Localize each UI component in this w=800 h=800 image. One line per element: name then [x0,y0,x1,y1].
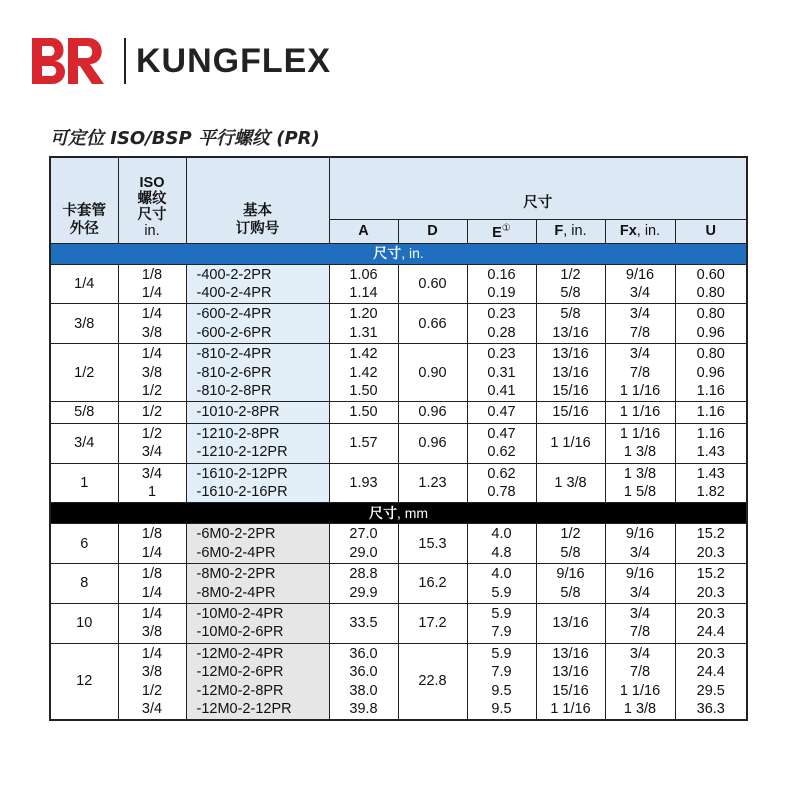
cell-e [467,463,536,503]
cell-value: -12M0-2-12PR [196,701,292,718]
cell-value: 1/8 [141,266,163,283]
cell-value: 5/8 [560,544,581,561]
cell-value: 1 3/8 [623,701,657,718]
cell-value: 1/4 [141,645,163,662]
cell-e [467,423,536,463]
cell-value: -1210-2-12PR [196,444,288,461]
cell-value: 1 3/8 [623,465,657,482]
cell-value: 3/4 [629,306,651,323]
table-row [50,604,747,644]
cell-value: 1.50 [349,404,378,421]
cell-value: 1.20 [349,306,378,323]
cell-value: 0.62 [487,465,516,482]
cell-value: 5.9 [491,645,512,662]
cell-od: 12 [50,643,118,720]
cell-value: 1 1/16 [619,425,661,442]
cell-value: 0.96 [696,364,725,381]
cell-value: 7/8 [629,624,651,641]
cell-iso [118,564,186,604]
cell-value: 3/4 [629,346,651,363]
table-row [50,463,747,503]
cell-od: 1 [50,463,118,503]
cell-value: 1.82 [696,483,725,500]
cell-value: 3/4 [629,544,651,561]
cell-iso [118,643,186,720]
cell-u [675,264,747,304]
cell-e [467,304,536,344]
cell-f [536,604,605,644]
cell-value: 13/16 [552,664,589,681]
cell-value: 3/8 [141,624,163,641]
cell-e [467,643,536,720]
cell-value: -1610-2-16PR [196,483,288,500]
band-inch: 尺寸, in. [50,243,747,264]
cell-value: 36.0 [349,645,378,662]
cell-value: 1/4 [141,346,163,363]
cell-value: 3/4 [629,284,651,301]
cell-value: 15.2 [696,566,725,583]
cell-part [186,264,329,304]
table-row [50,524,747,564]
cell-value: 1 [147,483,157,500]
cell-value: 29.9 [349,584,378,601]
cell-value: 1/2 [141,382,163,399]
cell-value: 7/8 [629,664,651,681]
cell-value: -8M0-2-2PR [196,566,276,583]
header-part-no: 基本 订购号 [186,157,329,243]
cell-value: 3/4 [141,701,163,718]
cell-u [675,604,747,644]
cell-od: 1/4 [50,264,118,304]
cell-value: 0.80 [696,306,725,323]
cell-value: 0.47 [487,404,516,421]
table-row [50,264,747,304]
cell-value: 7.9 [491,664,512,681]
cell-value: 1 3/8 [554,474,587,491]
cell-value: 3/4 [141,465,163,482]
cell-value: 0.60 [696,266,725,283]
cell-value: 9/16 [625,566,655,583]
cell-value: -6M0-2-2PR [196,526,276,543]
cell-fx [605,604,675,644]
cell-fx [605,524,675,564]
cell-iso [118,264,186,304]
cell-part [186,604,329,644]
cell-value: 3/8 [141,664,163,681]
cell-part [186,643,329,720]
cell-value: 17.2 [418,615,447,632]
cell-value: 13/16 [552,615,589,632]
cell-value: 22.8 [418,673,447,690]
cell-value: 15.3 [418,535,447,552]
cell-value: 1/4 [141,584,163,601]
cell-fx [605,344,675,402]
band-mm: 尺寸, mm [50,503,747,524]
cell-value: 1/2 [560,266,581,283]
cell-value: 1.16 [696,382,725,399]
cell-value: 1.43 [696,444,725,461]
cell-value: 0.80 [696,284,725,301]
cell-value: 1.42 [349,364,378,381]
cell-value: 0.23 [487,306,516,323]
cell-a [329,304,398,344]
cell-fx [605,564,675,604]
cell-value: 24.4 [696,624,725,641]
header-col-f: F, in. [536,219,605,243]
cell-value: 1/2 [560,526,581,543]
cell-value: 20.3 [696,544,725,561]
cell-od: 8 [50,564,118,604]
cell-value: 0.78 [487,483,516,500]
cell-value: 29.5 [696,682,725,699]
cell-part [186,524,329,564]
cell-a [329,402,398,423]
cell-d [398,643,467,720]
cell-value: -12M0-2-8PR [196,682,284,699]
cell-value: 20.3 [696,606,725,622]
cell-value: 1.50 [349,382,378,399]
cell-value: 20.3 [696,645,725,662]
cell-d [398,463,467,503]
cell-f [536,264,605,304]
cell-e [467,402,536,423]
cell-value: 29.0 [349,544,378,561]
cell-value: -10M0-2-6PR [196,624,284,641]
cell-od: 5/8 [50,402,118,423]
cell-u [675,463,747,503]
cell-value: 4.8 [491,544,512,561]
cell-value: 1/4 [141,544,163,561]
cell-value: -600-2-4PR [196,306,272,323]
header-iso-thread: ISO 螺纹 尺寸 in. [118,157,186,243]
cell-d [398,344,467,402]
cell-value: 13/16 [552,645,589,662]
cell-value: 0.90 [418,364,447,381]
cell-value: -10M0-2-4PR [196,606,284,622]
cell-value: 15/16 [552,382,589,399]
cell-value: 20.3 [696,584,725,601]
cell-u [675,423,747,463]
cell-value: 15/16 [552,404,589,421]
cell-value: 7/8 [629,364,651,381]
cell-d [398,423,467,463]
cell-part [186,344,329,402]
cell-a [329,344,398,402]
cell-part [186,564,329,604]
cell-value: 15.2 [696,526,725,543]
cell-value: -400-2-2PR [196,266,272,283]
header-col-u: U [675,219,747,243]
cell-value: -1610-2-12PR [196,465,288,482]
cell-value: 3/8 [141,324,163,341]
cell-value: 13/16 [552,364,589,381]
cell-e [467,564,536,604]
cell-value: 9.5 [491,701,512,718]
cell-value: -600-2-6PR [196,324,272,341]
cell-value: 1.14 [349,284,378,301]
cell-d [398,564,467,604]
cell-value: 5/8 [560,306,581,323]
cell-iso [118,344,186,402]
cell-iso [118,304,186,344]
cell-value: 1/4 [141,306,163,323]
cell-value: -1010-2-8PR [196,404,280,421]
cell-a [329,264,398,304]
cell-u [675,524,747,564]
cell-fx [605,463,675,503]
cell-value: 28.8 [349,566,378,583]
cell-part [186,304,329,344]
kungflex-logo-icon [28,34,110,88]
cell-value: 0.62 [487,444,516,461]
cell-value: 0.41 [487,382,516,399]
cell-value: 3/4 [629,606,651,622]
cell-value: 33.5 [349,615,378,632]
cell-value: 3/4 [629,584,651,601]
cell-value: 0.19 [487,284,516,301]
cell-fx [605,304,675,344]
cell-fx [605,402,675,423]
cell-value: 24.4 [696,664,725,681]
cell-value: 0.96 [696,324,725,341]
cell-od: 3/4 [50,423,118,463]
cell-value: 39.8 [349,701,378,718]
cell-a [329,423,398,463]
cell-iso [118,524,186,564]
cell-value: -8M0-2-4PR [196,584,276,601]
cell-fx [605,643,675,720]
header-col-fx: Fx, in. [605,219,675,243]
cell-value: 1 1/16 [550,434,591,451]
cell-value: 9/16 [625,526,655,543]
cell-value: 1.16 [696,404,725,421]
cell-d [398,604,467,644]
cell-value: 1/4 [141,284,163,301]
cell-value: 1 1/16 [619,382,661,399]
cell-value: 27.0 [349,526,378,543]
cell-value: -810-2-8PR [196,382,272,399]
cell-a [329,564,398,604]
page-title: 可定位 ISO/BSP 平行螺纹 (PR) [50,128,320,149]
cell-od: 6 [50,524,118,564]
cell-value: 1 1/16 [550,701,591,718]
cell-value: -6M0-2-4PR [196,544,276,561]
cell-value: -1210-2-8PR [196,425,280,442]
spec-table [49,156,748,721]
cell-value: 1 3/8 [623,444,657,461]
cell-value: 1/8 [141,566,163,583]
cell-u [675,304,747,344]
cell-u [675,564,747,604]
cell-f [536,423,605,463]
cell-value: 13/16 [552,346,589,363]
cell-od: 10 [50,604,118,644]
cell-iso [118,423,186,463]
cell-fx [605,264,675,304]
cell-value: -400-2-4PR [196,284,272,301]
cell-value: 0.60 [418,275,447,292]
cell-value: 1/2 [141,682,163,699]
cell-value: 1/4 [141,606,163,622]
header-tube-od: 卡套管 外径 [50,157,118,243]
cell-e [467,344,536,402]
cell-value: 3/4 [141,444,163,461]
cell-iso [118,604,186,644]
cell-value: 1/8 [141,526,163,543]
cell-f [536,643,605,720]
logo-divider [124,38,126,84]
cell-part [186,402,329,423]
cell-value: 0.80 [696,346,725,363]
cell-value: 4.0 [491,526,512,543]
cell-value: 36.3 [696,701,725,718]
cell-value: 1.42 [349,346,378,363]
table-row [50,423,747,463]
cell-f [536,344,605,402]
cell-d [398,304,467,344]
cell-value: 36.0 [349,664,378,681]
cell-value: 0.66 [418,315,447,332]
cell-od: 3/8 [50,304,118,344]
cell-u [675,402,747,423]
cell-value: 15/16 [552,682,589,699]
cell-value: 7/8 [629,324,651,341]
cell-value: 1 1/16 [619,682,661,699]
cell-value: -12M0-2-4PR [196,645,284,662]
cell-value: 0.96 [418,434,447,451]
cell-value: 1.16 [696,425,725,442]
header-dimensions: 尺寸 [329,157,747,219]
cell-f [536,564,605,604]
brand-header [28,34,331,88]
cell-value: 5.9 [491,606,512,622]
cell-value: 0.16 [487,266,516,283]
cell-f [536,524,605,564]
cell-value: 9.5 [491,682,512,699]
cell-a [329,524,398,564]
cell-e [467,524,536,564]
cell-value: 1.06 [349,266,378,283]
cell-value: 3/4 [629,645,651,662]
cell-u [675,344,747,402]
cell-value: 16.2 [418,575,447,592]
cell-value: 1/2 [141,404,163,421]
cell-d [398,402,467,423]
brand-name: KUNGFLEX [136,41,331,80]
cell-value: 0.23 [487,346,516,363]
cell-value: 1.43 [696,465,725,482]
header-col-d: D [398,219,467,243]
cell-value: 38.0 [349,682,378,699]
cell-od: 1/2 [50,344,118,402]
cell-value: 7.9 [491,624,512,641]
cell-a [329,604,398,644]
cell-value: -810-2-6PR [196,364,272,381]
header-col-e: E① [467,219,536,243]
cell-value: 1.23 [418,474,447,491]
cell-iso [118,402,186,423]
cell-value: 0.28 [487,324,516,341]
cell-value: 5.9 [491,584,512,601]
cell-value: 0.96 [418,404,447,421]
cell-value: 1/2 [141,425,163,442]
cell-value: 1.31 [349,324,378,341]
cell-value: 13/16 [552,324,589,341]
cell-d [398,264,467,304]
cell-value: 9/16 [556,566,585,583]
cell-part [186,423,329,463]
table-row [50,304,747,344]
cell-value: 1 1/16 [619,404,661,421]
cell-a [329,643,398,720]
cell-value: 5/8 [560,584,581,601]
cell-value: 0.31 [487,364,516,381]
cell-f [536,402,605,423]
cell-d [398,524,467,564]
cell-value: 1.93 [349,474,378,491]
cell-value: 1.57 [349,434,378,451]
cell-u [675,643,747,720]
cell-f [536,304,605,344]
cell-e [467,604,536,644]
header-col-a: A [329,219,398,243]
table-row [50,564,747,604]
cell-value: 9/16 [625,266,655,283]
cell-value: 3/8 [141,364,163,381]
cell-part [186,463,329,503]
cell-value: 5/8 [560,284,581,301]
cell-value: -12M0-2-6PR [196,664,284,681]
cell-value: 0.47 [487,425,516,442]
cell-value: 4.0 [491,566,512,583]
cell-value: 1 5/8 [623,483,657,500]
cell-fx [605,423,675,463]
table-row [50,344,747,402]
cell-f [536,463,605,503]
cell-e [467,264,536,304]
cell-iso [118,463,186,503]
table-row [50,402,747,423]
cell-value: -810-2-4PR [196,346,272,363]
table-row [50,643,747,720]
cell-a [329,463,398,503]
